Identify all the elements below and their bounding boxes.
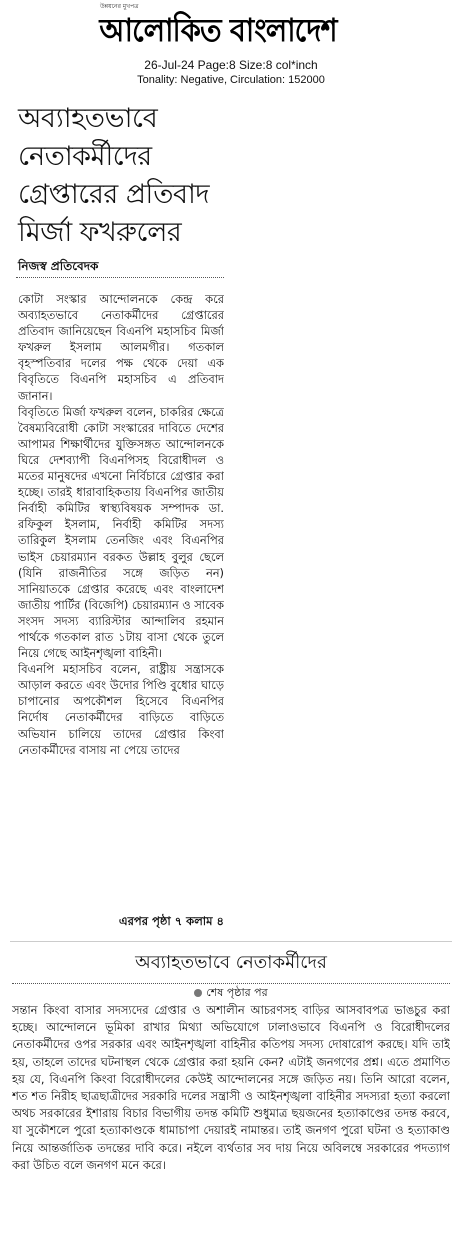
clipping-meta-date-page-size: 26-Jul-24 Page:8 Size:8 col*inch: [144, 58, 318, 72]
headline-line: গ্রেপ্তারের প্রতিবাদ: [18, 179, 210, 210]
jump-from-label: [0, 984, 462, 1003]
headline-line: অব্যাহতভাবে: [18, 103, 158, 134]
headline-line: নেতাকর্মীদের: [18, 141, 152, 172]
clipping-meta-tonality-circulation: Tonality: Negative, Circulation: 152000: [137, 74, 325, 86]
jump-paragraph: সন্তান কিংবা বাসার সদস্যদের গ্রেপ্তার ও অশালীন আচরণসহ বাড়ির আসবাবপত্র ভাঙচুর করা হচ্ছে। আন্দোলনে ভূমিকা রাখার মিথ্যা অভিযোগে ঢালাওভাবে বিএনপি ও বিরোধীদলের নেতাকর্মীদের ওপর সরকার এবং আইনশৃঙ্খলা বাহিনীর কতিপয় সদস্য দোষারোপ করছে। যদি তাই হয়, তাহলে তাদের ঘটনাস্থল থেকে গ্রেপ্তার করা হয়নি কেন? এটাই জনগণের প্রশ্ন। এতে প্রমাণিত হয় যে, বিএনপি কিংবা বিরোধীদলের কেউই আন্দোলনের সঙ্গে জড়িত নয়। তিনি আরো বলেন, শত শত নিরীহ ছাত্রছাত্রীদের সরকারি দলের সন্ত্রাসী ও আইনশৃঙ্খলা বাহিনীর সদস্যরা হত্যা করলো অথচ সরকারের ইশারায় বিচার বিভাগীয় তদন্ত কমিটি শুধুমাত্র ছয়জনের হত্যাকাণ্ডের তদন্ত করবে, যা সুকৌশলে পুরো হত্যাকাণ্ডকে ধামাচাপা দেয়ারই নামান্তর। তাই জনগণ পুরো ঘটনা ও হত্যাকাণ্ড নিয়ে আন্তর্জাতিক তদন্তের দাবি করে। নইলে ব্যর্থতার সব দায় নিয়ে অবিলম্বে সরকারের পদত্যাগ করা উচিত বলে জনগণ মনে করে।: [12, 1003, 450, 1172]
headline-line: মির্জা ফখরুলের: [18, 217, 182, 248]
jump-headline: অব্যাহতভাবে নেতাকর্মীদের: [135, 952, 327, 973]
continuation-note: এরপর পৃষ্ঠা ৭ কলাম ৪: [118, 914, 224, 928]
jump-from-text: শেষ পৃষ্ঠার পর: [206, 986, 268, 999]
article-body: [18, 291, 224, 901]
bullet-icon: [194, 989, 202, 997]
byline-divider: [16, 277, 224, 278]
jump-body: [12, 1002, 450, 1247]
article-byline: নিজস্ব প্রতিবেদক: [18, 259, 99, 273]
article-paragraph: বিএনপি মহাসচিব বলেন, রাষ্ট্রীয় সন্ত্রাসকে আড়াল করতে এবং উদোর পিণ্ডি বুধোর ঘাড়ে চাপানোর অপকৌশল হিসেবে বিএনপির নির্দোষ নেতাকর্মীদের বাড়িতে বাড়িতে অভিযান চালিয়ে তাদের গ্রেপ্তার কিংবা নেতাকর্মীদের বাসায় না পেয়ে তাদের: [18, 662, 224, 757]
article-paragraph: বিবৃতিতে মির্জা ফখরুল বলেন, চাকরির ক্ষেত্রে বৈষম্যবিরোধী কোটা সংস্কারের দাবিতে দেশের আপামর শিক্ষার্থীদের যুক্তিসঙ্গত আন্দোলনকে ঘিরে দেশব্যাপী বিএনপিসহ বিরোধীদল ও মতের মানুষদের এখনো নির্বিচারে গ্রেপ্তার করা হচ্ছে। তারই ধারাবাহিকতায় বিএনপির জাতীয় নির্বাহী কমিটির স্বাস্থ্যবিষয়ক সম্পাদক ডা. রফিকুল ইসলাম, নির্বাহী কমিটির সদস্য তারিকুল ইসলাম তেনজিং এবং বিএনপির ভাইস চেয়ারম্যান বরকত উল্লাহ বুলুর ছেলে (যিনি রাজনীতির সঙ্গে জড়িত নন) সানিয়াতকে গ্রেপ্তার করেছে এবং বাংলাদেশ জাতীয় পার্টির (বিজেপি) চেয়ারম্যান ও সাবেক সংসদ সদস্য ব্যারিস্টার আন্দালিব রহমান পার্থকে গতকাল রাত ১টায় বাসা থেকে তুলে নিয়ে গেছে আইনশৃঙ্খলা বাহিনী।: [18, 404, 224, 661]
article-headline: [18, 100, 238, 252]
section-divider: [10, 941, 452, 942]
article-paragraph: কোটা সংস্কার আন্দোলনকে কেন্দ্র করে অব্যাহতভাবে নেতাকর্মীদের গ্রেপ্তারের প্রতিবাদ জানিয়েছেন বিএনপি মহাসচিব মির্জা ফখরুল ইসলাম আলমগীর। গতকাল বৃহস্পতিবার দলের পক্ষ থেকে দেয়া এক বিবৃতিতে বিএনপি মহাসচিব এ প্রতিবাদ জানান।: [18, 292, 224, 403]
newspaper-logo: আলোকিত বাংলাদেশ: [99, 11, 337, 49]
masthead-tagline: উন্নয়নের মুখপত্র: [100, 3, 139, 10]
